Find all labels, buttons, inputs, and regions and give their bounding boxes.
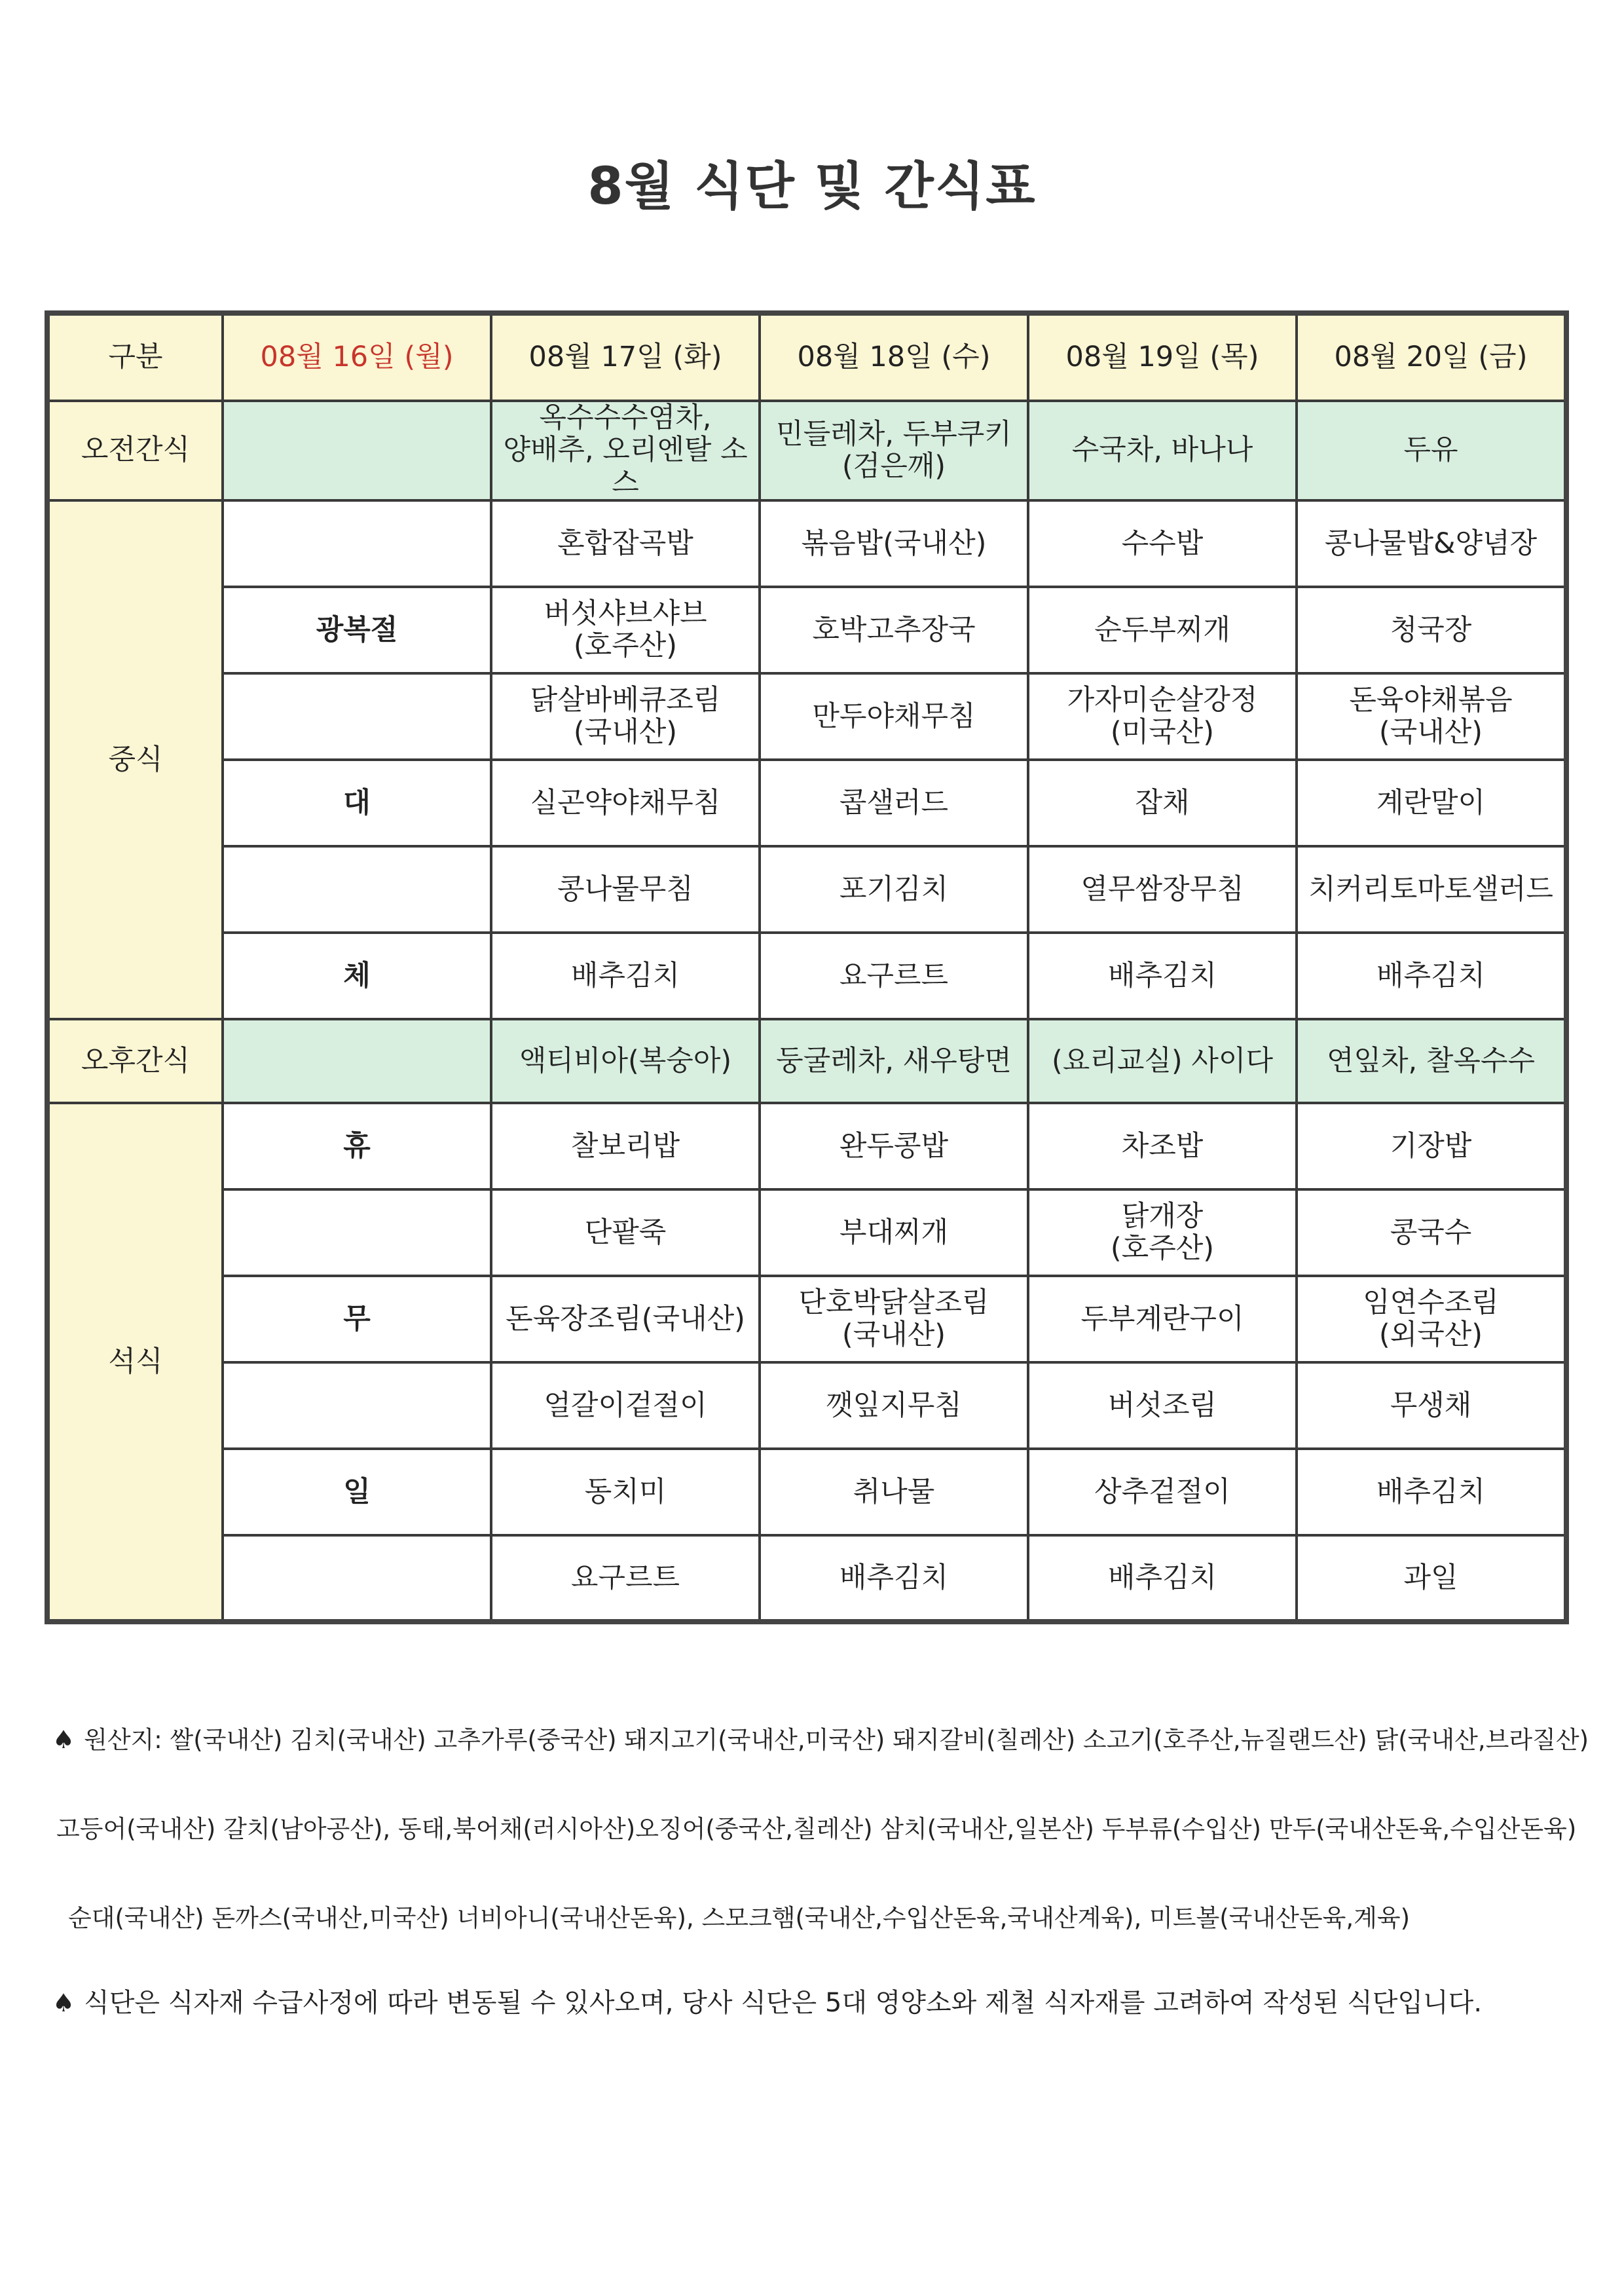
menu-cell: 배추김치: [1028, 1535, 1297, 1622]
morning-snack-label: 오전간식: [47, 401, 223, 500]
menu-cell: 콥샐러드: [760, 760, 1028, 846]
header-day-5: 08월 20일 (금): [1297, 313, 1566, 401]
menu-cell: 닭살바베큐조림 (국내산): [491, 673, 760, 760]
menu-cell: 부대찌개: [760, 1189, 1028, 1276]
menu-cell: 수수밥: [1028, 500, 1297, 587]
menu-cell: 배추김치: [1297, 1449, 1566, 1535]
dinner-row: [47, 1449, 1566, 1535]
menu-cell: 콩나물무침: [491, 846, 760, 933]
header-row: [47, 313, 1566, 401]
morning-snack-cell: 민들레차, 두부쿠키 (검은깨): [760, 401, 1028, 500]
holiday-cell: 무: [223, 1276, 491, 1362]
menu-cell: 닭개장 (호주산): [1028, 1189, 1297, 1276]
menu-cell: 포기김치: [760, 846, 1028, 933]
afternoon-snack-cell: [223, 1019, 491, 1103]
menu-cell: 단팥죽: [491, 1189, 760, 1276]
menu-cell: 콩나물밥&양념장: [1297, 500, 1566, 587]
menu-cell: 버섯샤브샤브 (호주산): [491, 587, 760, 673]
morning-snack-cell: 두유: [1297, 401, 1566, 500]
afternoon-snack-cell: 둥굴레차, 새우탕면: [760, 1019, 1028, 1103]
menu-cell: 단호박닭살조림 (국내산): [760, 1276, 1028, 1362]
menu-cell: 차조밥: [1028, 1103, 1297, 1189]
holiday-cell: [223, 1535, 491, 1622]
spade-icon: ♠: [52, 1725, 75, 1754]
lunch-row: [47, 500, 1566, 587]
menu-change-note: [52, 1982, 1578, 2019]
header-day-3: 08월 18일 (수): [760, 313, 1028, 401]
lunch-row: [47, 846, 1566, 933]
menu-cell: 열무쌈장무침: [1028, 846, 1297, 933]
holiday-cell: 대: [223, 760, 491, 846]
menu-cell: 가자미순살강정 (미국산): [1028, 673, 1297, 760]
menu-cell: 찰보리밥: [491, 1103, 760, 1189]
origin-note-line-3: 순대(국내산) 돈까스(국내산,미국산) 너비아니(국내산돈육), 스모크햄(국내산,수입산돈육,국내산계육), 미트볼(국내산돈육,계육): [68, 1904, 1411, 1932]
menu-cell: 순두부찌개: [1028, 587, 1297, 673]
menu-cell: 돈육장조림(국내산): [491, 1276, 760, 1362]
menu-cell: 취나물: [760, 1449, 1028, 1535]
menu-cell: 치커리토마토샐러드: [1297, 846, 1566, 933]
menu-cell: 청국장: [1297, 587, 1566, 673]
origin-note-line-1: [52, 1720, 1589, 1755]
morning-snack-cell: 옥수수수염차, 양배추, 오리엔탈 소스: [491, 401, 760, 500]
holiday-cell: [223, 846, 491, 933]
holiday-cell: [223, 500, 491, 587]
afternoon-snack-label: 오후간식: [47, 1019, 223, 1103]
menu-cell: 무생채: [1297, 1362, 1566, 1449]
holiday-cell: [223, 1189, 491, 1276]
dinner-row: [47, 1362, 1566, 1449]
menu-table: [45, 310, 1569, 1624]
menu-cell: 상추겉절이: [1028, 1449, 1297, 1535]
menu-cell: 볶음밥(국내산): [760, 500, 1028, 587]
holiday-cell: 체: [223, 933, 491, 1019]
lunch-label: 중식: [47, 500, 223, 1019]
holiday-cell: 휴: [223, 1103, 491, 1189]
menu-change-note-text: 식단은 식자재 수급사정에 따라 변동될 수 있사오며, 당사 식단은 5대 영양소와 제철 식자재를 고려하여 작성된 식단입니다.: [84, 1988, 1483, 2018]
morning-snack-cell: 수국차, 바나나: [1028, 401, 1297, 500]
menu-cell: 얼갈이겉절이: [491, 1362, 760, 1449]
dinner-row: [47, 1535, 1566, 1622]
menu-cell: 만두야채무침: [760, 673, 1028, 760]
menu-cell: 과일: [1297, 1535, 1566, 1622]
morning-snack-cell: [223, 401, 491, 500]
dinner-row: [47, 1103, 1566, 1189]
header-day-2: 08월 17일 (화): [491, 313, 760, 401]
menu-cell: 계란말이: [1297, 760, 1566, 846]
lunch-row: [47, 760, 1566, 846]
menu-cell: 콩국수: [1297, 1189, 1566, 1276]
holiday-cell: [223, 1362, 491, 1449]
header-day-4: 08월 19일 (목): [1028, 313, 1297, 401]
holiday-cell: 일: [223, 1449, 491, 1535]
menu-cell: 배추김치: [1297, 933, 1566, 1019]
menu-cell: 돈육야채볶음 (국내산): [1297, 673, 1566, 760]
lunch-row: [47, 673, 1566, 760]
lunch-row: [47, 587, 1566, 673]
menu-cell: 기장밥: [1297, 1103, 1566, 1189]
menu-cell: 실곤약야채무침: [491, 760, 760, 846]
menu-cell: 혼합잡곡밥: [491, 500, 760, 587]
menu-cell: 배추김치: [491, 933, 760, 1019]
dinner-row: [47, 1189, 1566, 1276]
menu-cell: 배추김치: [1028, 933, 1297, 1019]
afternoon-snack-cell: 연잎차, 찰옥수수: [1297, 1019, 1566, 1103]
header-category: 구분: [47, 313, 223, 401]
page-title: 8월 식단 및 간식표: [587, 157, 1037, 216]
origin-note-line-2: 고등어(국내산) 갈치(남아공산), 동태,북어채(러시아산)오징어(중국산,칠레산) 삼치(국내산,일본산) 두부류(수입산) 만두(국내산돈육,수입산돈육): [56, 1815, 1577, 1843]
menu-cell: 두부계란구이: [1028, 1276, 1297, 1362]
afternoon-snack-row: [47, 1019, 1566, 1103]
dinner-row: [47, 1276, 1566, 1362]
menu-cell: 호박고추장국: [760, 587, 1028, 673]
spade-icon: ♠: [52, 1988, 75, 2017]
origin-note-text: 원산지: 쌀(국내산) 김치(국내산) 고추가루(중국산) 돼지고기(국내산,미국산) 돼지갈비(칠레산) 소고기(호주산,뉴질랜드산) 닭(국내산,브라질산): [84, 1726, 1589, 1754]
menu-cell: 완두콩밥: [760, 1103, 1028, 1189]
afternoon-snack-cell: (요리교실) 사이다: [1028, 1019, 1297, 1103]
menu-cell: 임연수조림 (외국산): [1297, 1276, 1566, 1362]
lunch-row: [47, 933, 1566, 1019]
morning-snack-row: [47, 401, 1566, 500]
menu-cell: 배추김치: [760, 1535, 1028, 1622]
header-day-1: 08월 16일 (월): [223, 313, 491, 401]
menu-cell: 깻잎지무침: [760, 1362, 1028, 1449]
holiday-cell: [223, 673, 491, 760]
menu-cell: 동치미: [491, 1449, 760, 1535]
afternoon-snack-cell: 액티비아(복숭아): [491, 1019, 760, 1103]
dinner-label: 석식: [47, 1103, 223, 1622]
menu-cell: 요구르트: [491, 1535, 760, 1622]
menu-cell: 요구르트: [760, 933, 1028, 1019]
menu-cell: 잡채: [1028, 760, 1297, 846]
holiday-cell: 광복절: [223, 587, 491, 673]
menu-cell: 버섯조림: [1028, 1362, 1297, 1449]
